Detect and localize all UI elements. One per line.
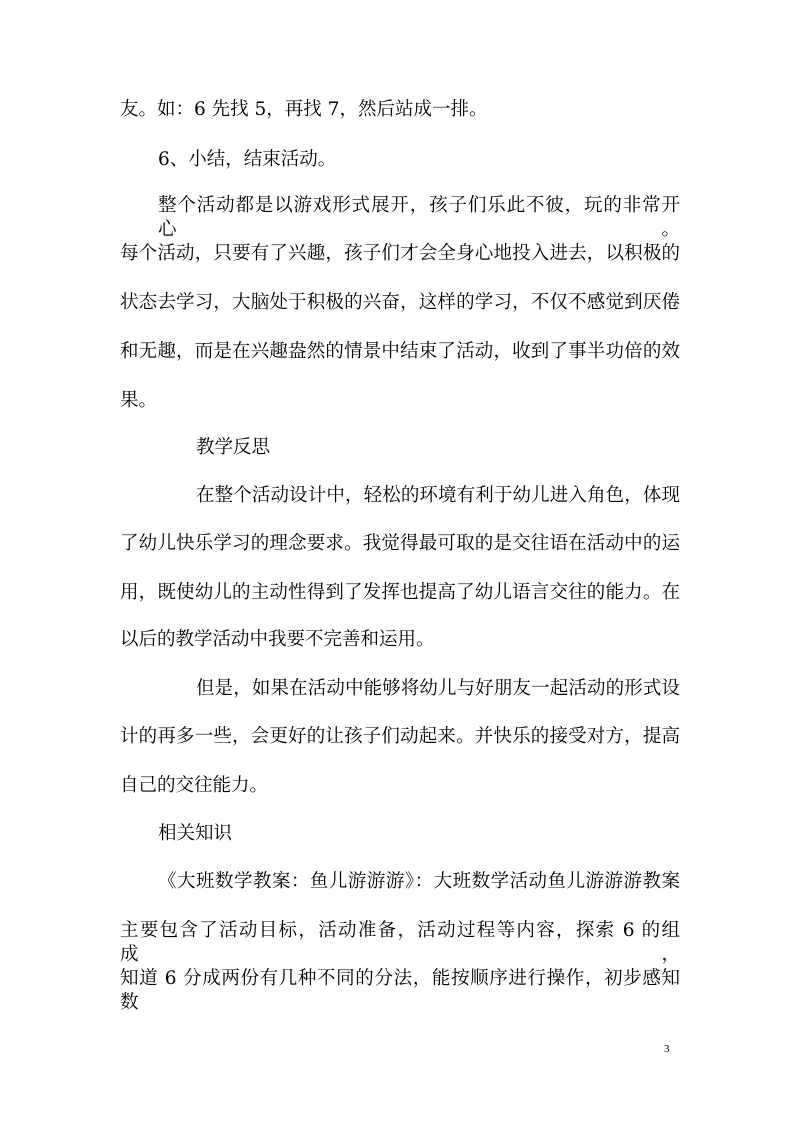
body-text-line: 计的再多一些，会更好的让孩子们动起来。并快乐的接受对方，提高 [120,726,680,747]
body-text-line: 知道 6 分成两份有几种不同的分法，能按顺序进行操作，初步感知数 [120,968,680,1013]
body-text-line: 自己的交往能力。 [120,775,269,796]
body-text-line: 在整个活动设计中，轻松的环境有利于幼儿进入角色，体现 [196,485,680,506]
page-number: 3 [664,1043,670,1055]
body-text-line: 用，既使幼儿的主动性得到了发挥也提高了幼儿语言交往的能力。在 [120,582,680,603]
body-text-line: 每个活动，只要有了兴趣，孩子们才会全身心地投入进去，以积极的 [120,243,680,264]
section-heading: 教学反思 [196,437,271,458]
body-text-line: 但是，如果在活动中能够将幼儿与好朋友一起活动的形式设 [196,678,680,699]
body-text-line: 《大班数学教案：鱼儿游游游》：大班数学活动鱼儿游游游教案 [158,871,680,892]
body-text-line: 6、小结，结束活动。 [158,149,337,170]
section-heading: 相关知识 [158,823,233,844]
body-text-line: 主要包含了活动目标，活动准备，活动过程等内容，探索 6 的组成， [120,920,680,965]
body-text-line: 以后的教学活动中我要不完善和运用。 [120,629,435,650]
body-text-line: 果。 [120,390,158,411]
body-text-line: 状态去学习，大脑处于积极的兴奋，这样的学习，不仅不感觉到厌倦 [120,292,680,313]
body-text-line: 和无趣，而是在兴趣盎然的情景中结束了活动，收到了事半功倍的效 [120,341,680,362]
body-text-line: 了幼儿快乐学习的理念要求。我觉得最可取的是交往语在活动中的运 [120,533,680,554]
body-text-line: 整个活动都是以游戏形式展开，孩子们乐此不彼，玩的非常开心。 [158,195,680,240]
body-text-line: 友。如：6 先找 5，再找 7，然后站成一排。 [120,99,488,120]
